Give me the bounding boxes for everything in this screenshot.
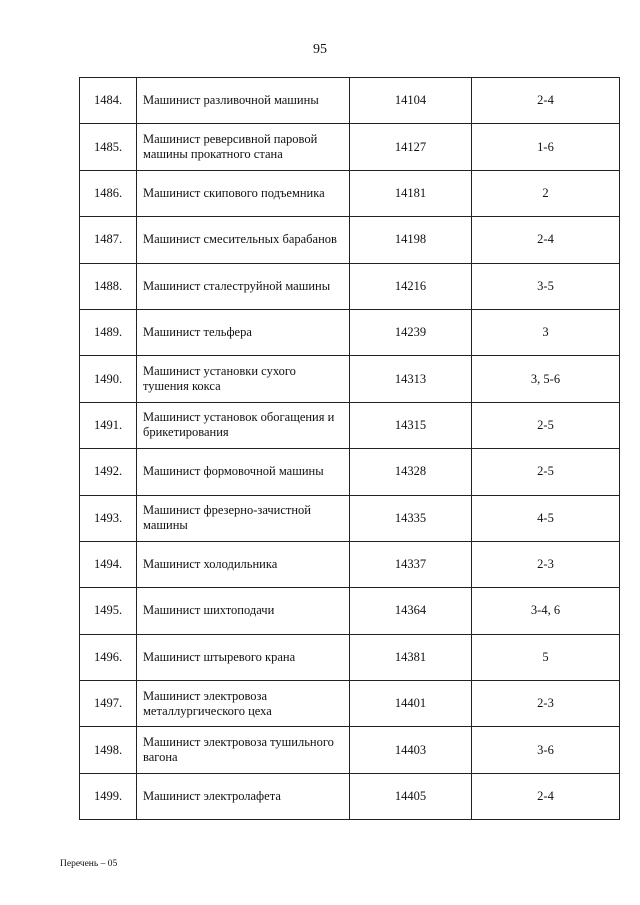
profession-code: 14337 — [350, 541, 472, 587]
table-body — [80, 78, 620, 820]
table-row — [80, 78, 620, 124]
profession-code: 14381 — [350, 634, 472, 680]
grade-range: 5 — [472, 634, 620, 680]
row-number: 1497. — [80, 681, 137, 727]
profession-code: 14403 — [350, 727, 472, 773]
profession-code: 14401 — [350, 681, 472, 727]
table-row — [80, 634, 620, 680]
row-number: 1490. — [80, 356, 137, 402]
profession-code: 14104 — [350, 78, 472, 124]
grade-range: 3 — [472, 309, 620, 355]
table-row — [80, 681, 620, 727]
table-row — [80, 309, 620, 355]
table-row — [80, 124, 620, 170]
profession-name: Машинист фрезерно-зачистной машины — [137, 495, 350, 541]
page-number: 95 — [313, 42, 327, 57]
table-row — [80, 263, 620, 309]
grade-range: 4-5 — [472, 495, 620, 541]
profession-code: 14328 — [350, 449, 472, 495]
row-number: 1499. — [80, 773, 137, 819]
grade-range: 3, 5-6 — [472, 356, 620, 402]
grade-range: 2-5 — [472, 402, 620, 448]
row-number: 1488. — [80, 263, 137, 309]
row-number: 1495. — [80, 588, 137, 634]
row-number: 1492. — [80, 449, 137, 495]
profession-name: Машинист разливочной машины — [137, 78, 350, 124]
grade-range: 3-6 — [472, 727, 620, 773]
profession-code: 14315 — [350, 402, 472, 448]
table-row — [80, 449, 620, 495]
profession-name: Машинист электровоза металлургического цеха — [137, 681, 350, 727]
table-row — [80, 541, 620, 587]
table-row — [80, 773, 620, 819]
grade-range: 2 — [472, 170, 620, 216]
grade-range: 3-4, 6 — [472, 588, 620, 634]
grade-range: 2-4 — [472, 773, 620, 819]
profession-code: 14216 — [350, 263, 472, 309]
table-row — [80, 727, 620, 773]
profession-name: Машинист реверсивной паровой машины прокатного стана — [137, 124, 350, 170]
profession-code: 14313 — [350, 356, 472, 402]
row-number: 1493. — [80, 495, 137, 541]
profession-code: 14364 — [350, 588, 472, 634]
profession-code: 14239 — [350, 309, 472, 355]
profession-name: Машинист тельфера — [137, 309, 350, 355]
grade-range: 2-4 — [472, 217, 620, 263]
profession-table — [79, 77, 620, 820]
profession-name: Машинист сталеструйной машины — [137, 263, 350, 309]
row-number: 1485. — [80, 124, 137, 170]
table-row — [80, 402, 620, 448]
row-number: 1491. — [80, 402, 137, 448]
row-number: 1486. — [80, 170, 137, 216]
profession-name: Машинист шихтоподачи — [137, 588, 350, 634]
profession-name: Машинист электровоза тушильного вагона — [137, 727, 350, 773]
grade-range: 2-3 — [472, 541, 620, 587]
table-row — [80, 356, 620, 402]
row-number: 1489. — [80, 309, 137, 355]
table-row — [80, 495, 620, 541]
profession-name: Машинист скипового подъемника — [137, 170, 350, 216]
table-row — [80, 217, 620, 263]
profession-name: Машинист электролафета — [137, 773, 350, 819]
row-number: 1498. — [80, 727, 137, 773]
table-row — [80, 170, 620, 216]
profession-code: 14127 — [350, 124, 472, 170]
grade-range: 2-5 — [472, 449, 620, 495]
row-number: 1496. — [80, 634, 137, 680]
profession-name: Машинист установок обогащения и брикетирования — [137, 402, 350, 448]
profession-name: Машинист смесительных барабанов — [137, 217, 350, 263]
profession-name: Машинист штыревого крана — [137, 634, 350, 680]
profession-code: 14335 — [350, 495, 472, 541]
footer-label: Перечень – 05 — [60, 859, 118, 869]
profession-name: Машинист установки сухого тушения кокса — [137, 356, 350, 402]
profession-name: Машинист холодильника — [137, 541, 350, 587]
profession-code: 14405 — [350, 773, 472, 819]
table-row — [80, 588, 620, 634]
profession-code: 14198 — [350, 217, 472, 263]
grade-range: 3-5 — [472, 263, 620, 309]
row-number: 1487. — [80, 217, 137, 263]
grade-range: 2-3 — [472, 681, 620, 727]
grade-range: 2-4 — [472, 78, 620, 124]
profession-code: 14181 — [350, 170, 472, 216]
grade-range: 1-6 — [472, 124, 620, 170]
row-number: 1484. — [80, 78, 137, 124]
row-number: 1494. — [80, 541, 137, 587]
profession-name: Машинист формовочной машины — [137, 449, 350, 495]
